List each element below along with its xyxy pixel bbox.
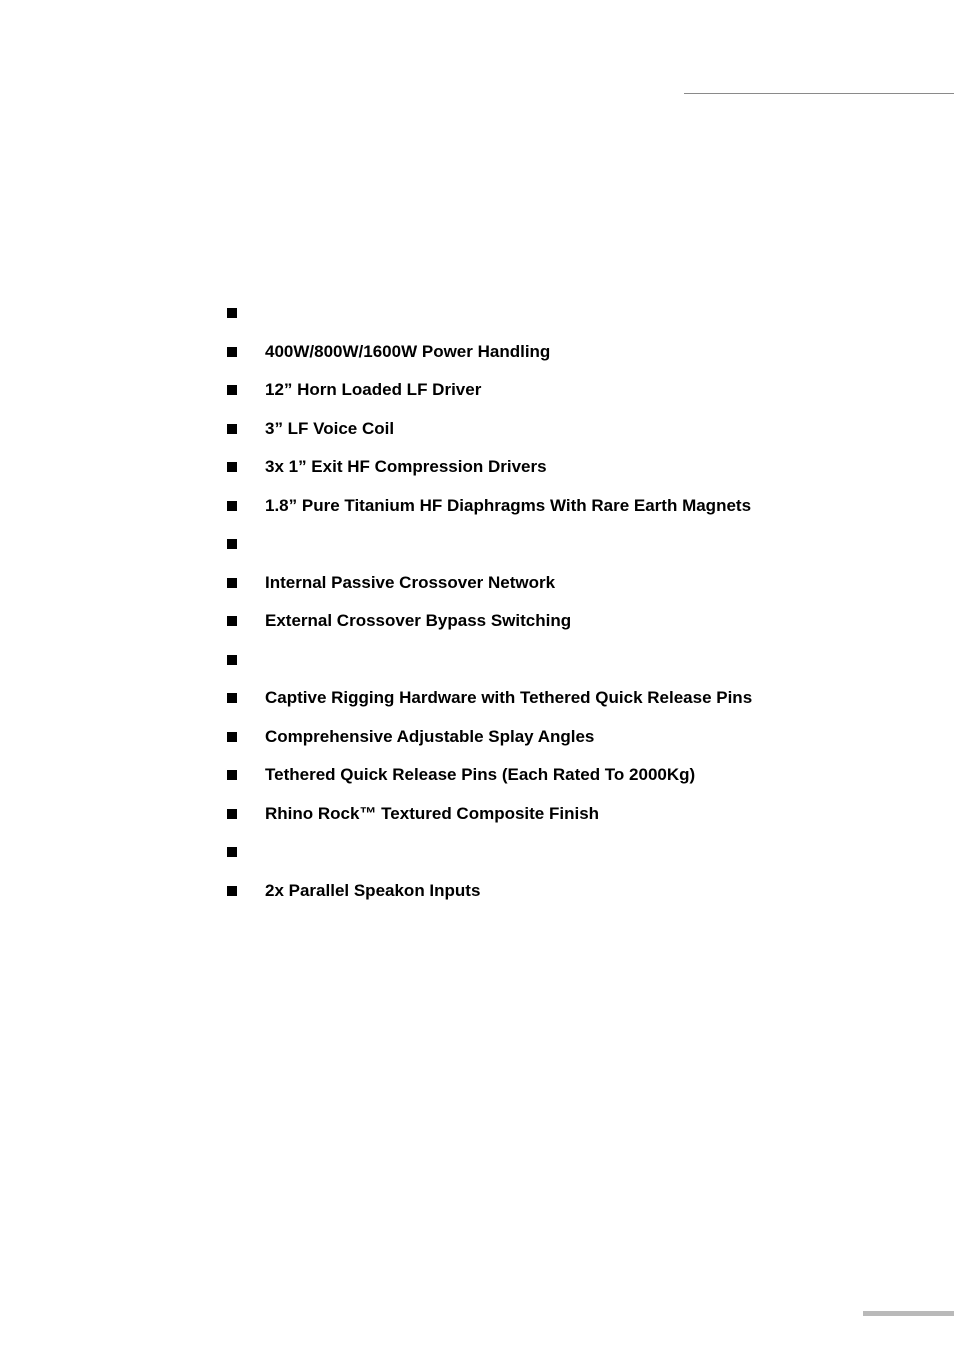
list-item [227, 833, 752, 872]
square-bullet-icon [227, 693, 237, 703]
square-bullet-icon [227, 462, 237, 472]
list-item [227, 564, 752, 603]
square-bullet-icon [227, 424, 237, 434]
list-item [227, 448, 752, 487]
feature-text: 3” LF Voice Coil [265, 418, 395, 438]
feature-text: Tethered Quick Release Pins (Each Rated To 2000Kg) [265, 765, 696, 785]
feature-text: External Crossover Bypass Switching [265, 611, 572, 631]
square-bullet-icon [227, 578, 237, 588]
square-bullet-icon [227, 616, 237, 626]
list-item [227, 410, 752, 449]
feature-text: Rhino Rock™ Textured Composite Finish [265, 803, 600, 823]
square-bullet-icon [227, 732, 237, 742]
list-item [227, 872, 752, 911]
list-item [227, 602, 752, 641]
square-bullet-icon [227, 886, 237, 896]
square-bullet-icon [227, 847, 237, 857]
list-item [227, 294, 752, 333]
feature-text: Captive Rigging Hardware with Tethered Quick Release Pins [265, 688, 753, 708]
footer-bar [863, 1311, 954, 1316]
feature-text: 3x 1” Exit HF Compression Drivers [265, 457, 547, 477]
feature-list [227, 294, 752, 910]
list-item [227, 487, 752, 526]
feature-text: 1.8” Pure Titanium HF Diaphragms With Rare Earth Magnets [265, 495, 752, 515]
list-item [227, 371, 752, 410]
feature-text: 400W/800W/1600W Power Handling [265, 341, 551, 361]
list-item [227, 641, 752, 680]
square-bullet-icon [227, 655, 237, 665]
square-bullet-icon [227, 539, 237, 549]
square-bullet-icon [227, 347, 237, 357]
header-rule [684, 93, 954, 94]
feature-text: Internal Passive Crossover Network [265, 572, 556, 592]
list-item [227, 718, 752, 757]
square-bullet-icon [227, 809, 237, 819]
square-bullet-icon [227, 385, 237, 395]
square-bullet-icon [227, 770, 237, 780]
square-bullet-icon [227, 501, 237, 511]
list-item [227, 679, 752, 718]
list-item [227, 525, 752, 564]
list-item [227, 795, 752, 834]
feature-text: 12” Horn Loaded LF Driver [265, 380, 482, 400]
list-item [227, 756, 752, 795]
feature-text: Comprehensive Adjustable Splay Angles [265, 726, 595, 746]
feature-text: 2x Parallel Speakon Inputs [265, 880, 481, 900]
list-item [227, 333, 752, 372]
square-bullet-icon [227, 308, 237, 318]
